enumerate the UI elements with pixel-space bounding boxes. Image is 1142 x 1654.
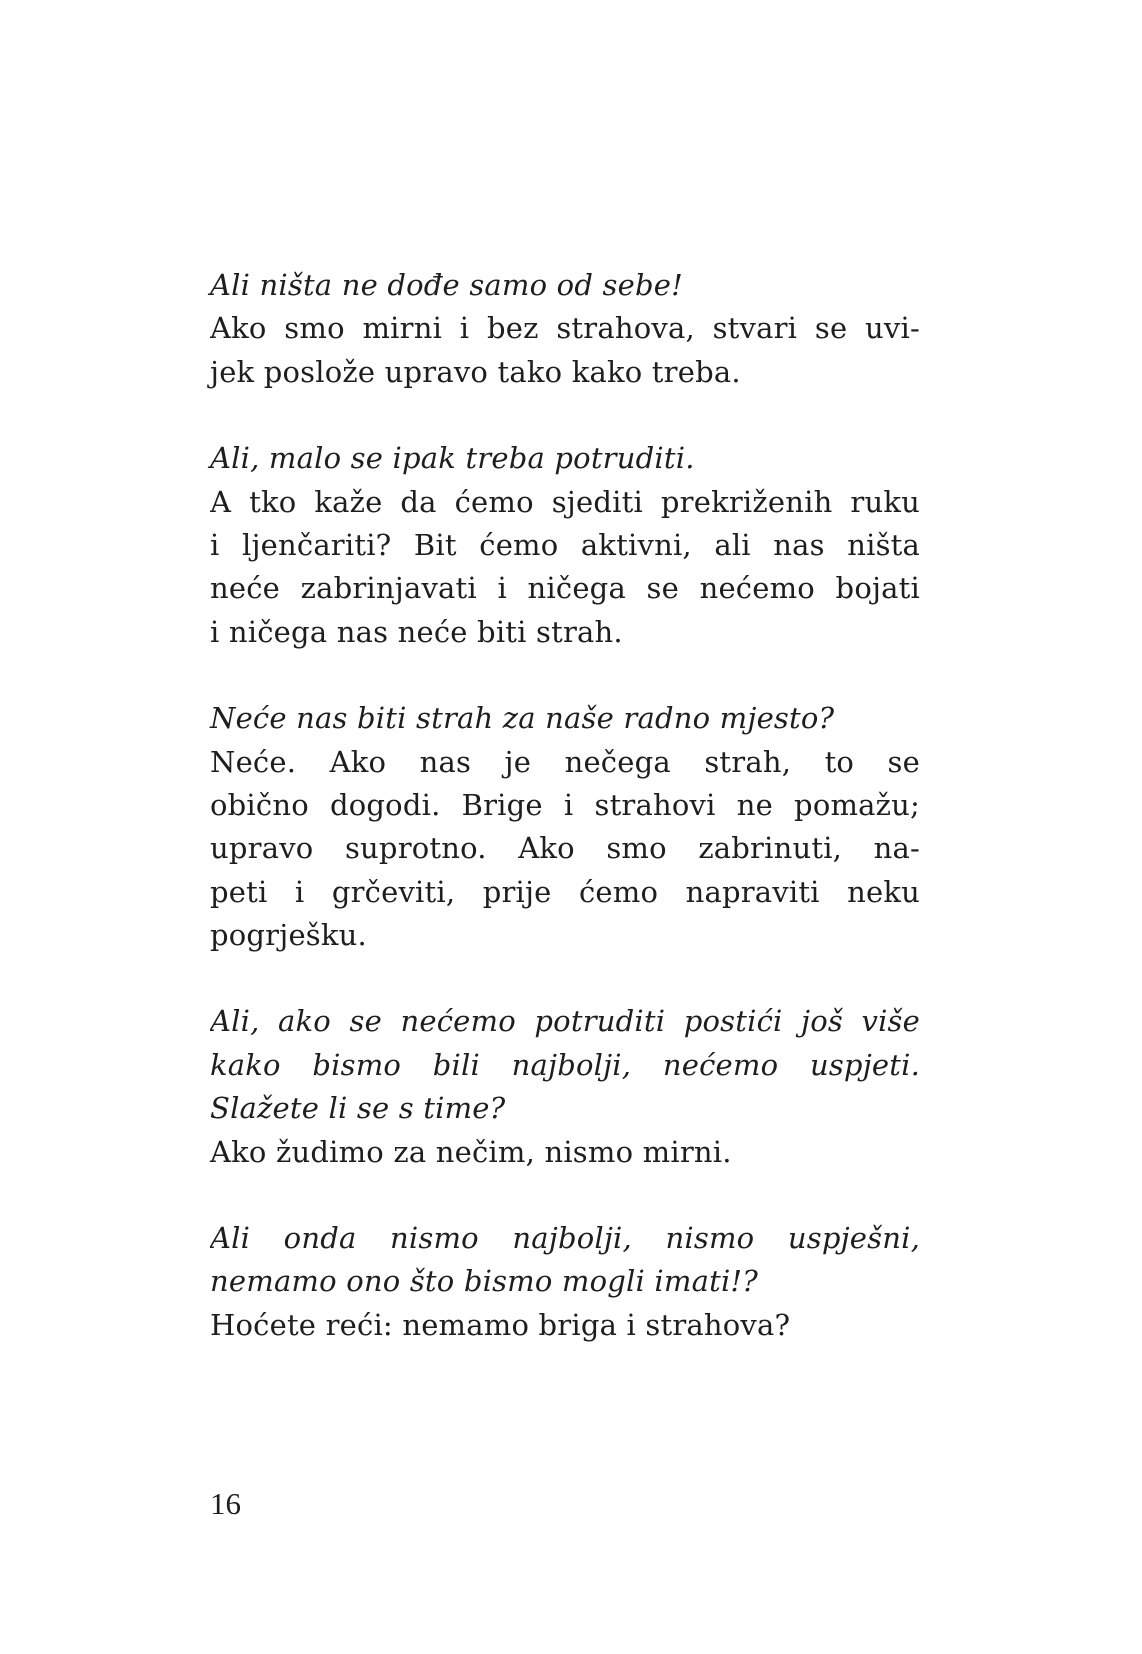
stanza-2 — [210, 437, 920, 654]
answer-line: jek poslože upravo tako kako treba. — [210, 354, 741, 389]
answer-line: pogrješku. — [210, 918, 367, 953]
answer-line: Ako žudimo za nečim, nismo mirni. — [210, 1134, 732, 1169]
answer-line: obično dogodi. Brige i strahovi ne pomažu; — [210, 787, 920, 822]
stanza-3 — [210, 697, 920, 957]
answer-line: Hoćete reći: nemamo briga i strahova? — [210, 1307, 791, 1342]
question-line: Neće nas biti strah za naše radno mjesto? — [210, 701, 835, 736]
answer-line: peti i grčeviti, prije ćemo napraviti neku — [210, 874, 920, 909]
question-line: nemamo ono što bismo mogli imati!? — [210, 1264, 759, 1299]
stanza-1 — [210, 264, 920, 394]
question-line: Ali, ako se nećemo potruditi postići još više — [210, 1004, 920, 1039]
stanza-4 — [210, 1000, 920, 1174]
answer-line: Neće. Ako nas je nečega strah, to se — [210, 744, 920, 779]
question-line: Ali, malo se ipak treba potruditi. — [210, 441, 695, 476]
answer-line: upravo suprotno. Ako smo zabrinuti, na- — [210, 831, 920, 866]
answer-line: i ničega nas neće biti strah. — [210, 614, 623, 649]
stanza-5 — [210, 1217, 920, 1347]
question-line: Ali ništa ne dođe samo od sebe! — [210, 268, 683, 302]
answer-line: neće zabrinjavati i ničega se nećemo bojati — [210, 571, 920, 606]
question-line: Slažete li se s time? — [210, 1091, 506, 1126]
question-line: kako bismo bili najbolji, nećemo uspjeti. — [210, 1047, 920, 1082]
answer-line: i ljenčariti? Bit ćemo aktivni, ali nas ništa — [210, 527, 920, 562]
answer-line: A tko kaže da ćemo sjediti prekriženih ruku — [210, 484, 920, 519]
answer-line: Ako smo mirni i bez strahova, stvari se uvi- — [210, 311, 920, 346]
question-line: Ali onda nismo najbolji, nismo uspješni, — [210, 1221, 920, 1256]
page-body — [210, 264, 920, 1390]
page-number: 16 — [210, 1486, 241, 1521]
